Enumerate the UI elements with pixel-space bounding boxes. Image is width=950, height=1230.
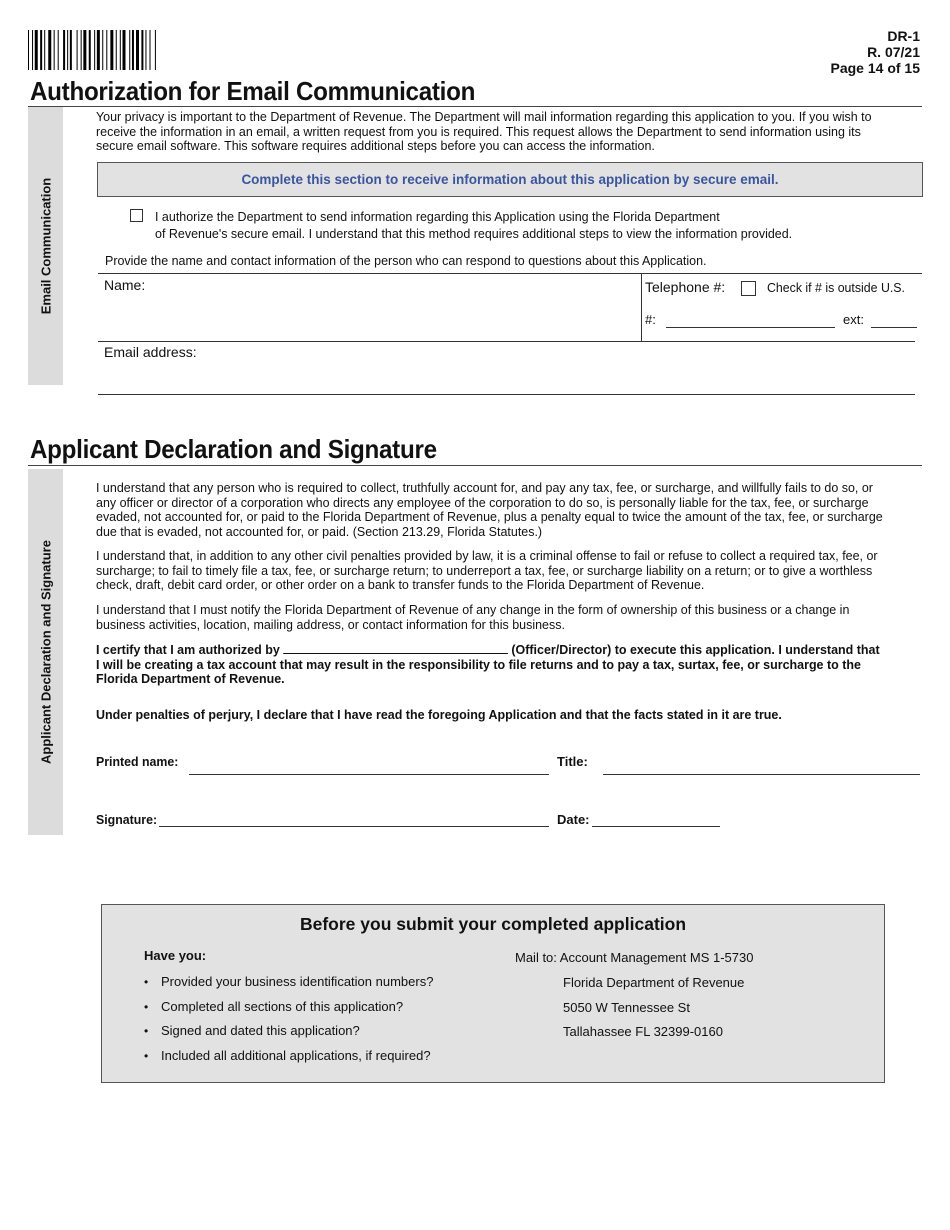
title-field[interactable] <box>603 774 920 775</box>
email-intro: Your privacy is important to the Department of Revenue. The Department will mail information regarding this application to you. If you wish to receive the information in an email, a written request from you is required. This request allows the Department to send information using its secure email software. This software requires additional steps before you can access the information. <box>96 109 872 153</box>
checklist-item: • Completed all sections of this application? <box>144 999 433 1024</box>
address-line: Tallahassee FL 32399-0160 <box>563 1024 723 1039</box>
email-instruction-box <box>97 162 923 197</box>
printed-name-field[interactable] <box>189 774 549 775</box>
address-line: Florida Department of Revenue <box>563 975 745 990</box>
ext-field[interactable] <box>871 327 917 328</box>
checklist-item: • Signed and dated this application? <box>144 1023 433 1048</box>
phone-number-label: #: <box>645 312 656 327</box>
email-sidebar <box>28 107 63 385</box>
certify-start: I certify that I am authorized by <box>96 642 280 657</box>
email-section-title: Authorization for Email Communication <box>30 76 476 106</box>
contact-prompt: Provide the name and contact information of the person who can respond to questions about this Application. <box>105 253 707 268</box>
ext-label: ext: <box>843 312 864 327</box>
contact-divider <box>641 273 642 342</box>
mailing-address <box>563 975 744 1049</box>
email-address-field[interactable] <box>98 394 915 395</box>
form-identifier <box>831 28 921 76</box>
name-label: Name: <box>104 277 146 293</box>
date-field[interactable] <box>592 826 720 827</box>
perjury-statement: Under penalties of perjury, I declare that I have read the foregoing Application and that the facts stated in it are true. <box>96 707 782 722</box>
signature-field[interactable] <box>159 826 549 827</box>
email-address-label: Email address: <box>104 344 197 360</box>
authorize-line-2: of Revenue's secure email. I understand that this method requires additional steps to view the information provided. <box>155 226 793 241</box>
telephone-label: Telephone #: <box>645 279 726 295</box>
submit-checklist <box>144 974 433 1072</box>
declaration-section-title: Applicant Declaration and Signature <box>30 434 437 464</box>
checklist-item: • Provided your business identification numbers? <box>144 974 433 999</box>
have-you-label: Have you: <box>144 948 207 963</box>
title-label: Title: <box>557 754 588 769</box>
phone-number-field[interactable] <box>666 327 835 328</box>
address-line: 5050 W Tennessee St <box>563 999 690 1015</box>
declaration-paragraph-1: I understand that any person who is required to collect, truthfully account for, and pay any tax, fee, or surcharge, and willfully fails to do so, or any officer or director of a corporation who directs any employee of the corporation to do so, is personally liable for the tax, fee, or surcharge evaded, not accounted for, or paid to the Florida Department of Revenue, plus a penalty equal to twice the amount of the tax, fee, or surcharge due that is evaded, not accounted for, or paid. (Section 213.29, Florida Statutes.) <box>96 480 883 539</box>
declaration-paragraph-3: I understand that I must notify the Florida Department of Revenue of any change in the form of ownership of this business or a change in business activities, location, mailing address, or contact information for this business. <box>96 602 850 632</box>
barcode <box>28 30 252 70</box>
certify-statement <box>96 642 883 687</box>
email-instruction: Complete this section to receive information about this application by secure email. <box>241 172 779 187</box>
certify-end: (Officer/Director) to execute this application. I understand that I will be creating a tax account that may result in the responsibility to file returns and to pay a tax, surtax, fee, or surcharge to the Florida Department of Revenue. <box>96 642 880 686</box>
submit-checklist-box <box>101 904 885 1083</box>
email-sidebar-label: Email Communication <box>38 177 53 315</box>
signature-label: Signature: <box>96 812 158 827</box>
authorize-checkbox[interactable] <box>130 209 143 222</box>
mail-to: Mail to: Account Management MS 1-5730 <box>515 950 754 965</box>
printed-name-label: Printed name: <box>96 754 179 769</box>
date-label: Date: <box>557 812 590 827</box>
page-number: Page 14 of 15 <box>830 60 920 76</box>
declaration-paragraph-2: I understand that, in addition to any other civil penalties provided by law, it is a criminal offense to fail or refuse to collect a required tax, fee, or surcharge; to fail to timely file a tax, fee, or surcharge return; to underreport a tax, fee, or surcharge liability on a return; or to give a worthless check, draft, debit card order, or other order on a bank to transfer funds to the Florida Department of Revenue. <box>96 548 878 592</box>
authorize-line-1: I authorize the Department to send information regarding this Application using the Florida Department <box>155 209 720 224</box>
contact-mid-rule <box>98 341 915 342</box>
outside-us-label: Check if # is outside U.S. <box>767 280 905 295</box>
officer-director-field[interactable] <box>283 642 508 654</box>
submit-box-title: Before you submit your completed application <box>299 914 687 934</box>
checklist-item: • Included all additional applications, if required? <box>144 1048 433 1073</box>
declaration-sidebar-label: Applicant Declaration and Signature <box>38 540 53 764</box>
form-revision: R. 07/21 <box>867 44 920 60</box>
email-section-rule <box>28 106 922 107</box>
authorize-text <box>155 208 792 242</box>
declaration-sidebar <box>28 469 63 835</box>
declaration-section-rule <box>28 465 922 466</box>
outside-us-checkbox[interactable] <box>741 281 756 296</box>
contact-top-rule <box>98 273 922 274</box>
form-number: DR-1 <box>887 28 920 44</box>
name-field[interactable] <box>150 292 635 332</box>
